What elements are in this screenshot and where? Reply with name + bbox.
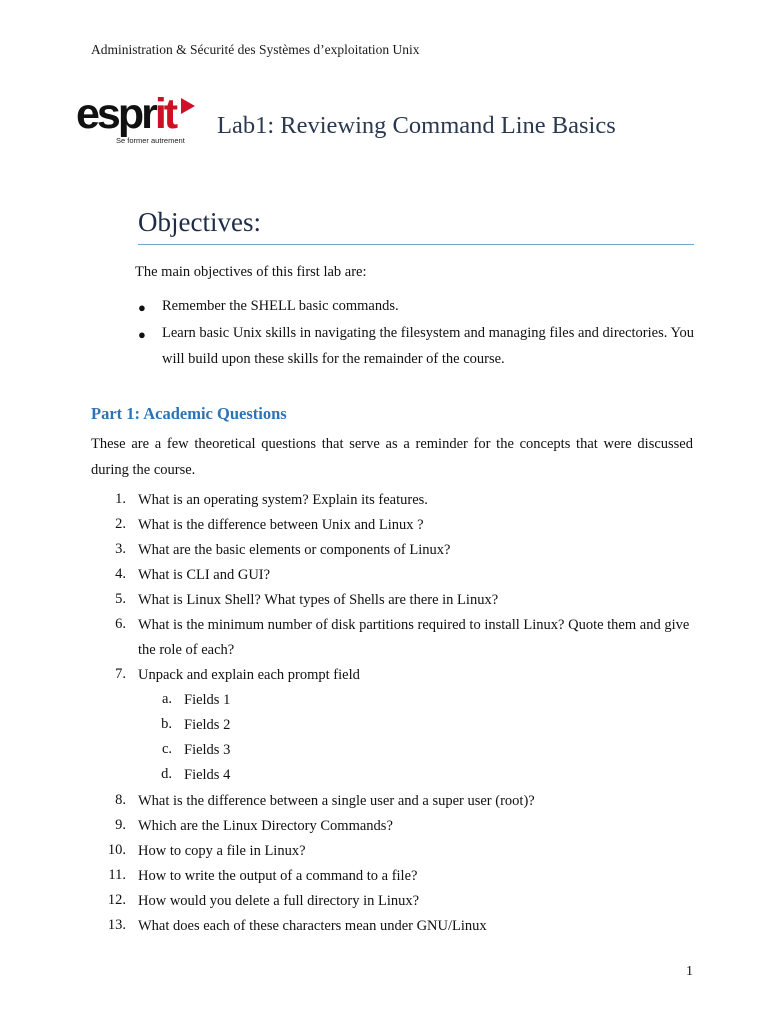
esprit-logo [76,90,200,147]
question-text: What is CLI and GUI? [138,567,271,583]
question-number: 4. [115,566,126,582]
question-number: 6. [115,616,126,632]
document-title: Lab1: Reviewing Command Line Basics [217,112,616,139]
question-number: 11. [108,867,126,883]
objectives-heading: Objectives: [138,207,261,237]
subitem-text: Fields 2 [184,717,231,733]
page-number: 1 [686,964,693,979]
question-text: What is the difference between Unix and Linux ? [138,517,424,533]
question-number: 2. [115,516,126,532]
question-text: What does each of these characters mean under GNU/Linux [138,918,487,934]
logo-word-mid: r [141,90,155,138]
part1-paragraph: These are a few theoretical questions that serve as a reminder for the concepts that were discussed during the course. [91,436,693,478]
question-number: 1. [115,491,126,507]
question-text: How to write the output of a command to a file? [138,868,418,884]
question-text: What is the minimum number of disk partitions required to install Linux? Quote them and give the role of each? [138,617,690,658]
subitem-letter: b. [161,716,172,732]
logo-tagline: Se former autrement [116,136,185,145]
question-text: Unpack and explain each prompt field [138,667,360,683]
subitem-text: Fields 3 [184,742,231,758]
question-number: 8. [115,792,126,808]
subitem-text: Fields 4 [184,767,231,783]
subitem-letter: d. [161,766,172,782]
question-text: Which are the Linux Directory Commands? [138,818,393,834]
question-number: 3. [115,541,126,557]
question-number: 12. [107,892,126,908]
logo-wordmark [76,90,176,138]
objectives-intro: The main objectives of this first lab are: [135,264,367,280]
question-text: What is Linux Shell? What types of Shells are there in Linux? [138,592,499,608]
logo-flag-icon [181,98,195,114]
question-text: How to copy a file in Linux? [138,843,306,859]
logo-word-end: it [154,90,176,138]
question-text: What is the difference between a single user and a super user (root)? [138,793,535,809]
question-text: What are the basic elements or components of Linux? [138,542,451,558]
logo-word-main: esp [76,90,142,138]
question-text: How would you delete a full directory in Linux? [138,893,420,909]
bullet-icon: ● [138,327,146,342]
question-number: 9. [115,817,126,833]
question-text: What is an operating system? Explain its features. [138,492,428,508]
objective-bullet-2: Learn basic Unix skills in navigating the filesystem and managing files and directories. You will build upon these skills for the remainder of the course. [162,325,694,367]
part1-heading: Part 1: Academic Questions [91,404,287,423]
heading-divider [138,244,694,245]
subitem-letter: a. [161,691,172,707]
question-number: 7. [115,666,126,682]
bullet-icon: ● [138,300,146,315]
subitem-text: Fields 1 [184,692,231,708]
question-number: 13. [107,917,126,933]
question-number: 10. [107,842,126,858]
question-number: 5. [115,591,126,607]
objective-bullet-1: Remember the SHELL basic commands. [162,298,399,314]
subitem-letter: c. [161,741,172,757]
running-header: Administration & Sécurité des Systèmes d’exploitation Unix [91,42,420,57]
